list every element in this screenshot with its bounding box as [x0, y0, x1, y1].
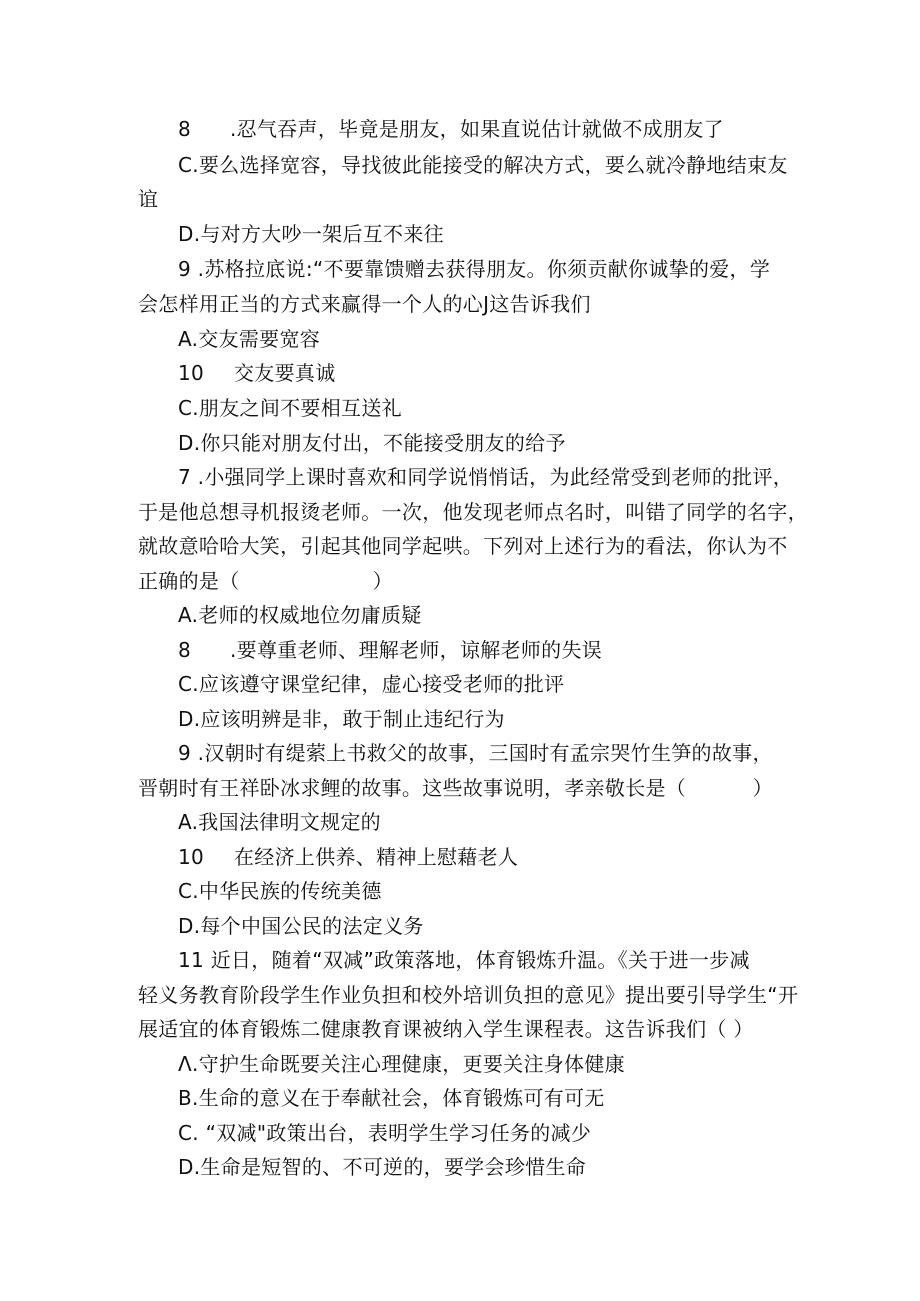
item-number: 8	[178, 117, 192, 141]
text-line: 正确的是（ ）	[138, 569, 393, 593]
text-line: B.生命的意义在于奉献社会，体育锻炼可有可无	[178, 1086, 605, 1110]
line-text: .忍气吞声，毕竟是朋友，如果直说估计就做不成朋友了	[230, 117, 724, 141]
text-line	[178, 637, 602, 663]
text-line: 展适宜的体育锻炼二健康教育课被纳入学生课程表。这告诉我们（ ）	[138, 1017, 754, 1041]
line-text: .要尊重老师、理解老师，谅解老师的失误	[230, 638, 603, 662]
text-line: D.应该明辨是非，敢于制止违纪行为	[178, 707, 505, 731]
text-line: 7 .小强同学上课时喜欢和同学说悄悄话，为此经常受到老师的批评，	[178, 465, 794, 489]
text-line: A.交友需要宽容	[178, 327, 321, 351]
line-text: 在经济上供养、精神上慰藉老人	[234, 845, 519, 869]
item-number: 8	[178, 638, 192, 662]
text-line: 于是他总想寻机报烫老师。一次，他发现老师点名时，叫错了同学的名字，	[138, 500, 808, 524]
text-line: C.应该遵守课堂纪律，虚心接受老师的批评	[178, 672, 565, 696]
text-line: 轻义务教育阶段学生作业负担和校外培训负担的意见》提出要引导学生“开	[138, 983, 799, 1007]
text-line: 9 .苏格拉底说:“不要靠馈赠去获得朋友。你须贡献你诚挚的爱，学	[178, 257, 771, 281]
text-line: A.老师的权威地位勿庸质疑	[178, 603, 422, 627]
text-line	[178, 360, 336, 386]
text-line	[178, 116, 724, 142]
text-line: D.你只能对朋友付出，不能接受朋友的给予	[178, 431, 566, 455]
text-line	[178, 844, 518, 870]
text-line: 会怎样用正当的方式来赢得一个人的心J这告诉我们	[138, 292, 591, 316]
text-line: C. “双减"政策出台，表明学生学习任务的减少	[178, 1121, 592, 1145]
text-line: D.生命是短智的、不可逆的，要学会珍惜生命	[178, 1155, 587, 1179]
text-line: D.每个中国公民的法定义务	[178, 914, 424, 938]
text-line: 谊	[138, 187, 159, 211]
text-line: 就故意哈哈大笑，引起其他同学起哄。下列对上述行为的看法，你认为不	[138, 534, 788, 558]
text-line: D.与对方大吵一架后互不来往	[178, 222, 444, 246]
text-line: 11 近日，随着“双减”政策落地，体育锻炼升温。《关于进一步减	[178, 948, 750, 972]
text-line: A.我国法律明文规定的	[178, 810, 381, 834]
line-text: 交友要真诚	[234, 361, 336, 385]
item-number: 10	[178, 361, 205, 385]
text-line: Λ.守护生命既要关注心理健康，更要关注身体健康	[178, 1052, 625, 1076]
text-line: 晋朝时有王祥卧冰求鲤的故事。这些故事说明，孝亲敬长是（ ）	[138, 776, 773, 800]
item-number: 10	[178, 845, 205, 869]
text-line: 9 .汉朝时有缇萦上书救父的故事，三国时有孟宗哭竹生笋的故事，	[178, 741, 773, 765]
text-line: C.朋友之间不要相互送礼	[178, 396, 402, 420]
text-line: C.中华民族的传统美德	[178, 879, 382, 903]
text-line: C.要么选择宽容，导找彼此能接受的解决方式，要么就冷静地结束友	[178, 153, 788, 177]
